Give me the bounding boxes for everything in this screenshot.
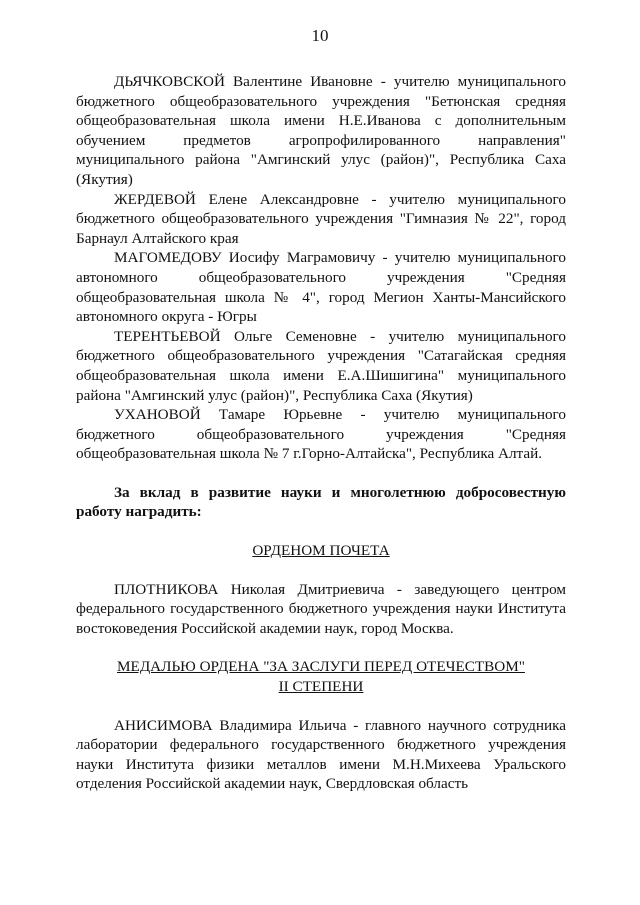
award-intro: За вклад в развитие науки и многолетнюю добросовестную работу наградить:	[76, 483, 566, 521]
recipient-paragraph	[76, 190, 566, 249]
recipient-paragraph	[76, 248, 566, 326]
medal-heading-line-1: МЕДАЛЬЮ ОРДЕНА "ЗА ЗАСЛУГИ ПЕРЕД ОТЕЧЕСТВОМ"	[117, 658, 525, 676]
recipient-surname: ДЬЯЧКОВСКОЙ	[114, 73, 225, 90]
recipient-details: Тамаре Юрьевне - учителю муниципального бюджетного общеобразовательного учреждения "Средняя общеобразовательная школа № 7 г.Горно-Алтайска", Республика Алтай.	[76, 406, 567, 463]
recipient-details: Елене Александровне - учителю муниципального бюджетного общеобразовательного учреждения "Гимназия № 22", город Барнаул Алтайского края	[76, 190, 566, 247]
medal-recipient-paragraph	[76, 716, 566, 794]
recipient-surname: МАГОМЕДОВУ	[114, 249, 222, 267]
recipient-details: Ольге Семеновне - учителю муниципального бюджетного общеобразовательного учреждения "Сатагайская средняя общеобразовательная школа имени Е.А.Шишигина" муниципального района "Амгинский улус (район)", Республика Саха (Якутия)	[76, 327, 566, 404]
page-number: 10	[311, 26, 329, 45]
recipient-surname: ЖЕРДЕВОЙ	[114, 190, 196, 208]
recipient-details: Иосифу Маграмовичу - учителю муниципального автономного общеобразовательного учреждения "Средняя общеобразовательная школа № 4", город Мегион Ханты-Мансийского автономного округа - Югры	[76, 249, 566, 326]
spacer	[76, 522, 566, 541]
recipient-surname: ПЛОТНИКОВА	[114, 580, 219, 598]
recipient-details: Владимира Ильича - главного научного сотрудника лаборатории федерального государственного бюджетного учреждения науки Института физики металлов имени М.Н.Михеева Уральского отделения Российской академии наук, Свердловская область	[76, 716, 566, 793]
order-heading: ОРДЕНОМ ПОЧЕТА	[252, 542, 390, 560]
recipient-details: Николая Дмитриевича - заведующего центром федерального государственного бюджетного учреждения науки Института востоковедения Российской академии наук, город Москва.	[76, 580, 566, 637]
spacer	[76, 561, 566, 580]
medal-heading-line-2: II СТЕПЕНИ	[278, 678, 364, 696]
spacer	[76, 464, 566, 483]
recipient-surname: АНИСИМОВА	[114, 716, 213, 734]
recipient-paragraph	[76, 72, 566, 190]
order-recipient-paragraph	[76, 580, 566, 639]
recipient-details: Валентине Ивановне - учителю муниципального бюджетного общеобразовательного учреждения "Бетюнская средняя общеобразовательная школа имени Н.Е.Иванова с дополнительным обучением предметов агропрофилированного направления" муниципального района "Амгинский улус (район)", Республика Саха (Якутия)	[76, 73, 567, 188]
recipient-surname: ТЕРЕНТЬЕВОЙ	[114, 327, 221, 345]
recipient-surname: УХАНОВОЙ	[114, 406, 201, 424]
spacer	[76, 697, 566, 716]
recipient-paragraph	[76, 405, 566, 464]
recipient-paragraph	[76, 327, 566, 405]
document-body	[76, 72, 566, 794]
spacer	[76, 638, 566, 657]
